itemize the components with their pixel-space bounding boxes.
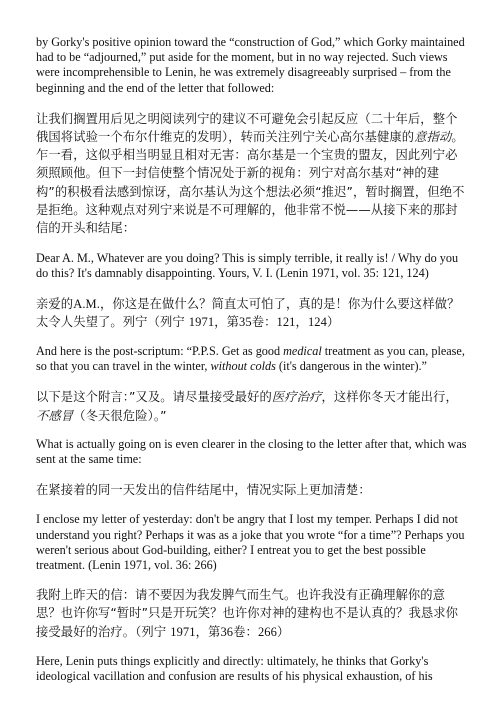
text-run: by Gorky's positive opinion toward the “construction of God,” which Gorky maintained had to be “adjourned,” put aside for the moment, but in no way rejected. Such views were incomprehensible to Lenin, he was extremely disagreeably surprised – from the beginning and the end of the letter that followed:: [36, 35, 465, 95]
latin-text: A.M.: [73, 296, 100, 311]
text-run: 卷：: [233, 624, 258, 639]
italic-text: 意指动: [414, 130, 452, 145]
text-run: ，第: [214, 314, 239, 329]
text-run: 亲爱的: [36, 296, 74, 311]
latin-text: 124: [307, 314, 328, 329]
text-run: What is actually going on is even clearer in the closing to the letter after that, which was sent at the same time:: [36, 436, 467, 467]
text-run: 。乍一看，这似乎相当明显且相对无害：高尔基是一个宝贵的盟友，因此列宁必须照顾他。但下一封信使整个情况处于新的视角：列宁对高尔基对“神的建构”的积极看法感到惊讶，高尔基认为这个想法必须“推迟”，暂时搁置，但绝不是拒绝。这种观点对列宁来说是不可理解的，他非常不悦——从接下来的那封信的开头和结尾：: [36, 130, 465, 236]
latin-text: 35: [238, 314, 252, 329]
text-run: And here is the post-scriptum: “P.P.S. Get as good: [36, 344, 284, 359]
text-run: Dear A. M., Whatever are you doing? This is simply terrible, it really is! / Why do you do this? It's damnably disappointing. Yours, V. I. (Lenin 1971, vol. 35: 121, 124): [36, 251, 459, 281]
latin-text: 36: [220, 624, 234, 639]
text-run: ）: [327, 314, 340, 329]
latin-text: 1971: [170, 624, 196, 639]
text-run: Here, Lenin puts things explicitly and directly: ultimately, he thinks that Gorky's ideological vacillation and confusion are results of his physical exhaustion, of his: [36, 653, 433, 684]
text-run: I enclose my letter of yesterday: don't be angry that I lost my temper. Perhaps I did not understand you right? Perhaps it was as a joke that you wrote “for a time”? Perhaps you weren't serious about God-building, either? I entreat you to get the best possible treatment. (Lenin 1971, vol. 36: 266): [36, 512, 465, 573]
text-run: ，第: [195, 624, 221, 639]
paragraph-chinese-enclosed-letter: [36, 586, 468, 641]
text-run: ，这样你冬天才能出行，: [321, 390, 458, 405]
paragraph-english-enclosed-letter: [36, 512, 468, 573]
text-run: (it's dangerous in the winter).”: [275, 359, 427, 374]
text-run: ）: [277, 624, 290, 639]
text-run: （冬天很危险）。”: [73, 408, 167, 423]
text-run: ，你这是在做什么？简直太可怕了，真的是！你为什么要这样做？太令人失望了。列宁（列宁: [36, 296, 460, 329]
paragraph-chinese-letter-quote: [36, 295, 468, 331]
italic-text: without colds: [210, 359, 276, 374]
text-run: ，: [295, 314, 308, 329]
latin-text: 1971: [188, 314, 215, 329]
document-page: [36, 35, 468, 684]
text-run: 卷：: [251, 314, 277, 329]
paragraph-chinese-closing-intro: [36, 481, 468, 499]
paragraph-english-lenin-explicit: [36, 654, 468, 684]
italic-text: medical: [283, 344, 322, 359]
latin-text: 266: [257, 624, 277, 639]
text-run: 以下是这个附言：”又及。请尽量接受最好的: [36, 390, 272, 405]
text-run: 让我们搁置用后见之明阅读列宁的建议不可避免会引起反应（二十年后，整个俄国将试验一个布尔什维克的发明），转而关注列宁关心高尔基健康的: [36, 111, 458, 145]
italic-text: 不感冒: [36, 408, 74, 423]
text-run: 在紧接着的同一天发出的信件结尾中，情况实际上更加清楚：: [36, 483, 371, 498]
paragraph-english-gorky-opinion: [36, 35, 468, 96]
paragraph-english-closing-intro: [36, 437, 468, 467]
text-run: treatment as you can, please, so that you can travel in the winter,: [36, 344, 465, 374]
paragraph-english-letter-quote: [36, 251, 468, 281]
latin-text: 121: [276, 314, 296, 329]
text-run: 我附上昨天的信：请不要因为我发脾气而生气。也许我没有正确理解你的意思？也许你写“暂时”只是开玩笑？也许你对神的建构也不是认真的？我恳求你接受最好的治疗。（列宁: [36, 588, 459, 639]
paragraph-chinese-postscript: [36, 388, 468, 424]
paragraph-english-postscript: [36, 344, 468, 374]
paragraph-chinese-gorky-opinion: [36, 110, 468, 237]
italic-text: 医疗治疗: [271, 390, 322, 405]
